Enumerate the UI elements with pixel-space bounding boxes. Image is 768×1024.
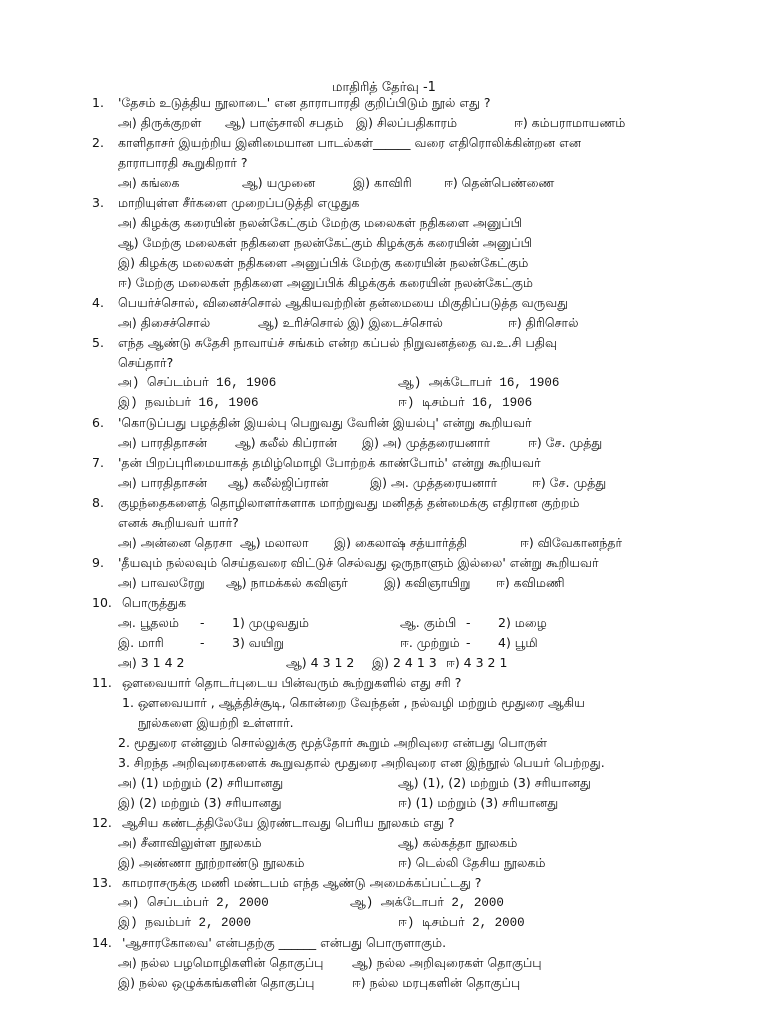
option: ஆ) மேற்கு மலைகள் நதிகளை நலன்கேட்கும் கிழக்குக் கரையின் அனுப்பி [118, 235, 532, 250]
option: ஆ) அக்டோபர் 2, 2000 [350, 896, 504, 910]
question-text: மாறியுள்ள சீர்களை முறைப்படுத்தி எழுதுக [118, 195, 360, 210]
option: அ) 3 1 4 2 [118, 655, 185, 670]
option: ஆ) அக்டோபர் 16, 1906 [398, 376, 560, 390]
statement: 3. சிறந்த அறிவுரைகளைக் கூறுவதால் மூதுரை அறிவுரை என இந்நூல் பெயர் பெற்றது. [118, 755, 605, 770]
question-text: எந்த ஆண்டு சுதேசி நாவாய்ச் சங்கம் என்ற கப்பல் நிறுவனத்தை வ.உ.சி பதிவு [118, 335, 558, 350]
question-number: 11. [92, 675, 112, 690]
question-number: 3. [92, 195, 104, 210]
option: அ) கங்கை [118, 175, 180, 190]
question-number: 12. [92, 815, 112, 830]
option: இ) 2 4 1 3 [372, 655, 437, 670]
option: அ) பாரதிதாசன் [118, 475, 207, 490]
option: அ) பாரதிதாசன் [118, 435, 207, 450]
option: இ) கவிஞாயிறு [384, 575, 471, 590]
question-text: ஆசிய கண்டத்திலேயே இரண்டாவது பெரிய நூலகம் எது ? [122, 815, 455, 830]
option: ஈ) கம்பராமாயணம் [514, 115, 626, 130]
question-number: 6. [92, 415, 104, 430]
match-item: 4) பூமி [498, 635, 538, 650]
match-dash: - [200, 635, 205, 650]
option: இ) நவம்பர் 2, 2000 [118, 916, 252, 930]
option: இ) சிலப்பதிகாரம் [356, 115, 458, 130]
question-number: 10. [92, 595, 112, 610]
match-item: ஆ. கும்பி [400, 615, 457, 630]
option: ஆ) (1), (2) மற்றும் (3) சரியானது [398, 775, 591, 790]
question-text: செய்தார்? [118, 355, 174, 370]
question-text: எனக் கூறியவர் யார்? [118, 515, 239, 530]
option: ஈ) சே. முத்து [532, 475, 607, 490]
option: ஈ) டிசம்பர் 16, 1906 [398, 396, 533, 410]
question-text: 'ஆசாரகோவை' என்பதற்கு ______ என்பது பொருளாகும். [122, 935, 447, 950]
option: ஈ) திரிசொல் [508, 315, 579, 330]
option: ஈ) டிசம்பர் 2, 2000 [398, 916, 525, 930]
option: ஈ) விவேகானந்தர் [520, 535, 623, 550]
match-item: 2) மழை [498, 615, 547, 630]
option: இ) நவம்பர் 16, 1906 [118, 396, 259, 410]
match-item: 3) வயிறு [232, 635, 285, 650]
option: ஈ) சே. முத்து [528, 435, 603, 450]
statement: 1. ஔவையார் , ஆத்திச்சூடி, கொன்றை வேந்தன் , நல்வழி மற்றும் மூதுரை ஆகிய [122, 695, 585, 710]
match-item: அ. பூதலம் [118, 615, 179, 630]
question-text: பொருத்துக [122, 595, 187, 610]
option: ஈ) நல்ல மரபுகளின் தொகுப்பு [352, 975, 521, 990]
question-text: தாராபாரதி கூறுகிறார் ? [118, 155, 248, 170]
question-number: 5. [92, 335, 104, 350]
option: ஈ) கவிமணி [496, 575, 565, 590]
option: ஈ) டெல்லி தேசிய நூலகம் [398, 855, 546, 870]
question-text: 'தன் பிறப்புரிமையாகத் தமிழ்மொழி போற்றக் காண்போம்' என்று கூறியவர் [118, 455, 541, 470]
option: ஆ) நாமக்கல் கவிஞர் [226, 575, 348, 590]
question-text: பெயர்ச்சொல், வினைச்சொல் ஆகியவற்றின் தன்மையை மிகுதிப்படுத்த வருவது [118, 295, 569, 310]
question-number: 2. [92, 135, 104, 150]
page-title: மாதிரித் தேர்வு -1 [332, 80, 436, 95]
option: இ) (2) மற்றும் (3) சரியானது [118, 795, 282, 810]
option: இ) அண்ணா நூற்றாண்டு நூலகம் [118, 855, 305, 870]
option: அ) திருக்குறள் [118, 115, 202, 130]
option: அ) (1) மற்றும் (2) சரியானது [118, 775, 284, 790]
question-number: 8. [92, 495, 104, 510]
option: ஆ) கலீல் கிப்ரான் [235, 435, 338, 450]
option: ஆ) நல்ல அறிவுரைகள் தொகுப்பு [352, 955, 542, 970]
match-item: ஈ. முற்றும் [400, 635, 460, 650]
option: ஆ) யமுனை [242, 175, 316, 190]
question-number: 9. [92, 555, 104, 570]
option: அ) கிழக்கு கரையின் நலன்கேட்கும் மேற்கு மலைகள் நதிகளை அனுப்பி [118, 215, 523, 230]
option: ஆ) மலாலா [240, 535, 309, 550]
question-number: 7. [92, 455, 104, 470]
option: ஆ) 4 3 1 2 [286, 655, 355, 670]
question-text: ஔவையார் தொடர்புடைய பின்வரும் கூற்றுகளில் எது சரி ? [122, 675, 462, 690]
option: ஆ) கலீல்ஜிப்ரான் [228, 475, 329, 490]
question-number: 14. [92, 935, 112, 950]
option: அ) அன்னை தெரசா [118, 535, 233, 550]
option: ஆ) உரிச்சொல் இ) இடைச்சொல் [258, 315, 443, 330]
question-number: 13. [92, 875, 112, 890]
option: ஈ) தென்பெண்ணை [444, 175, 555, 190]
option: அ) பாவலரேறு [118, 575, 205, 590]
match-item: 1) முழுவதும் [232, 615, 309, 630]
statement: நூல்களை இயற்றி உள்ளார். [138, 715, 294, 730]
question-text: 'தீயவும் நல்லவும் செய்தவரை விட்டுச் செல்வது ஒருநாளும் இல்லை' என்று கூறியவர் [118, 555, 599, 570]
option: இ) நல்ல ஒழுக்கங்களின் தொகுப்பு [118, 975, 315, 990]
question-text: 'தேசம் உடுத்திய நூலாடை' என தாராபாரதி குறிப்பிடும் நூல் எது ? [118, 95, 491, 110]
option: இ) கைலாஷ் சத்யார்த்தி [334, 535, 467, 550]
option: இ) அ. முத்தரையனார் [370, 475, 498, 490]
match-dash: - [200, 615, 205, 630]
match-dash: - [466, 635, 471, 650]
option: ஆ) பாஞ்சாலி சபதம் [225, 115, 344, 130]
option: அ) செப்டம்பர் 16, 1906 [118, 376, 277, 390]
question-text: குழந்தைகளைத் தொழிலாளர்களாக மாற்றுவது மனிதத் தன்மைக்கு எதிரான குற்றம் [118, 495, 580, 510]
option: ஈ) மேற்கு மலைகள் நதிகளை அனுப்பிக் கிழக்குக் கரையின் நலன்கேட்கும் [118, 275, 533, 290]
option: அ) நல்ல பழமொழிகளின் தொகுப்பு [118, 955, 324, 970]
option: ஈ) 4 3 2 1 [446, 655, 508, 670]
question-text: 'கொடுப்பது பழத்தின் இயல்பு பெறுவது வேரின் இயல்பு' என்று கூறியவர் [118, 415, 532, 430]
option: இ) கிழக்கு மலைகள் நதிகளை அனுப்பிக் மேற்கு கரையின் நலன்கேட்கும் [118, 255, 529, 270]
question-number: 1. [92, 95, 104, 110]
statement: 2. மூதுரை என்னும் சொல்லுக்கு மூத்தோர் கூறும் அறிவுரை என்பது பொருள் [118, 735, 548, 750]
option: இ) அ) முத்தரையனார் [362, 435, 491, 450]
option: இ) காவிரி [353, 175, 412, 190]
option: ஆ) கல்கத்தா நூலகம் [398, 835, 518, 850]
match-item: இ. மாரி [118, 635, 164, 650]
question-text: காளிதாசர் இயற்றிய இனிமையான பாடல்கள்______ வரை எதிரொலிக்கின்றன என [118, 135, 582, 150]
option: அ) திசைச்சொல் [118, 315, 211, 330]
question-number: 4. [92, 295, 104, 310]
question-text: காமராசருக்கு மணி மண்டபம் எந்த ஆண்டு அமைக்கப்பட்டது ? [122, 875, 482, 890]
option: அ) செப்டம்பர் 2, 2000 [118, 896, 269, 910]
option: அ) சீனாவிலுள்ள நூலகம் [118, 835, 262, 850]
option: ஈ) (1) மற்றும் (3) சரியானது [398, 795, 559, 810]
match-dash: - [466, 615, 471, 630]
